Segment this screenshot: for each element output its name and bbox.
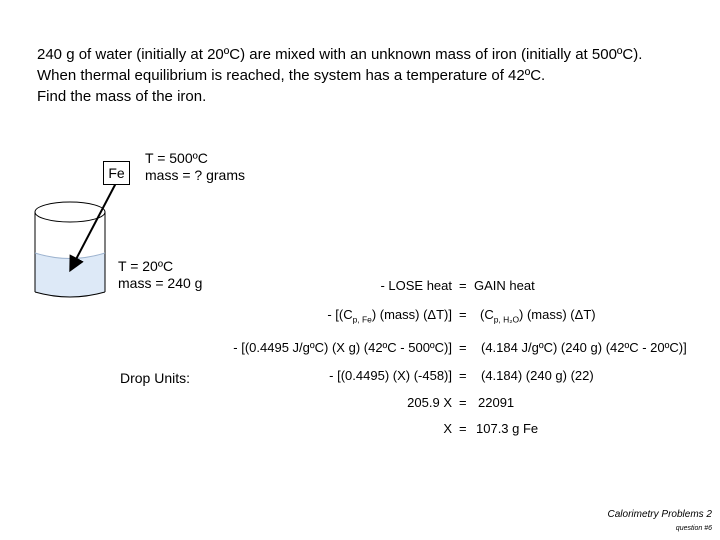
eq-row5-equals: = <box>459 395 467 410</box>
footer-subtitle: question #6 <box>675 525 712 532</box>
drop-units-label: Drop Units: <box>120 370 191 386</box>
eq-row1-left: - LOSE heat <box>380 278 452 293</box>
eq-row4-equals: = <box>459 368 467 383</box>
eq-row3-equals: = <box>459 340 467 355</box>
problem-line-1: 240 g of water (initially at 20ºC) are mixed with an unknown mass of iron (initially at 500ºC). <box>37 46 643 63</box>
eq-row4-right: (4.184) (240 g) (22) <box>481 368 594 383</box>
eq-row2-right-sub: p, H₂O <box>493 314 520 325</box>
water-fill <box>35 253 105 297</box>
eq-row2-right <box>480 307 596 325</box>
iron-box: Fe <box>103 161 130 185</box>
eq-row2-left-sub: p, Fe <box>352 314 372 325</box>
problem-line-3: Find the mass of the iron. <box>37 88 207 105</box>
iron-mass: mass = ? grams <box>145 167 245 183</box>
eq-row6-equals: = <box>459 421 467 436</box>
eq-row2-right-b: ) (mass) (ΔT) <box>519 307 596 322</box>
water-info <box>118 258 202 292</box>
eq-row6-right: 107.3 g Fe <box>476 421 539 436</box>
drop-arrow <box>73 183 116 265</box>
eq-row5-right: 22091 <box>478 395 515 410</box>
beaker-rim <box>35 202 105 222</box>
footer-title: Calorimetry Problems 2 <box>607 509 712 520</box>
water-mass: mass = 240 g <box>118 275 203 291</box>
eq-row2-equals: = <box>459 307 467 322</box>
water-temp: T = 20ºC <box>118 258 174 274</box>
iron-info <box>145 150 245 184</box>
eq-row5-left: 205.9 X <box>407 395 452 410</box>
eq-row1-right: GAIN heat <box>474 278 535 293</box>
eq-row3-right: (4.184 J/gºC) (240 g) (42ºC - 20ºC)] <box>481 340 687 355</box>
eq-row1-equals: = <box>459 278 467 293</box>
eq-row4-left: - [(0.4495) (X) (-458)] <box>329 368 452 383</box>
eq-row6-left: X <box>443 421 452 436</box>
eq-row2-left-a: - [(C <box>327 307 353 322</box>
eq-row2-right-a: (C <box>480 307 494 322</box>
eq-row2-left-b: ) (mass) (ΔT)] <box>371 307 452 322</box>
eq-row2-left <box>327 307 452 325</box>
problem-line-2: When thermal equilibrium is reached, the system has a temperature of 42ºC. <box>37 67 546 84</box>
eq-row3-left: - [(0.4495 J/gºC) (X g) (42ºC - 500ºC)] <box>233 340 452 355</box>
iron-temp: T = 500ºC <box>145 150 208 166</box>
